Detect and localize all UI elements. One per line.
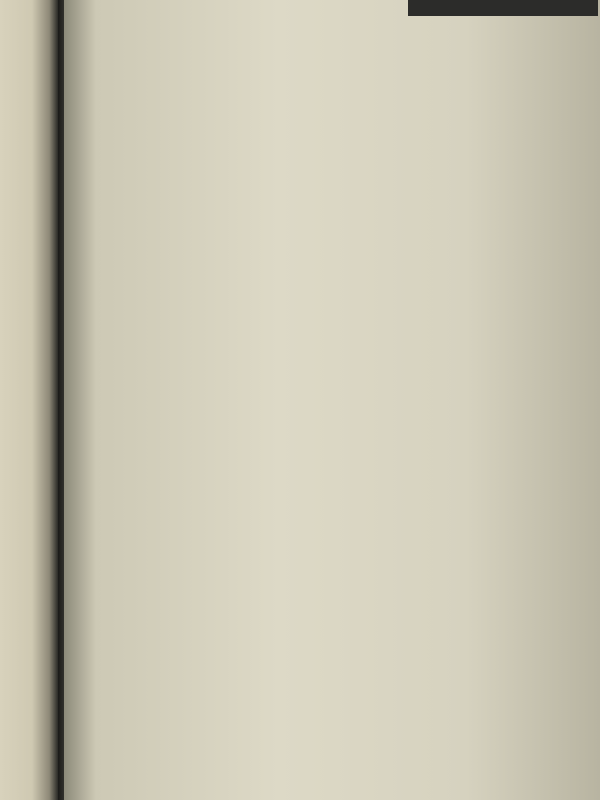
previous-page-edge — [0, 0, 58, 800]
running-head — [408, 0, 598, 16]
book-page — [64, 0, 600, 800]
